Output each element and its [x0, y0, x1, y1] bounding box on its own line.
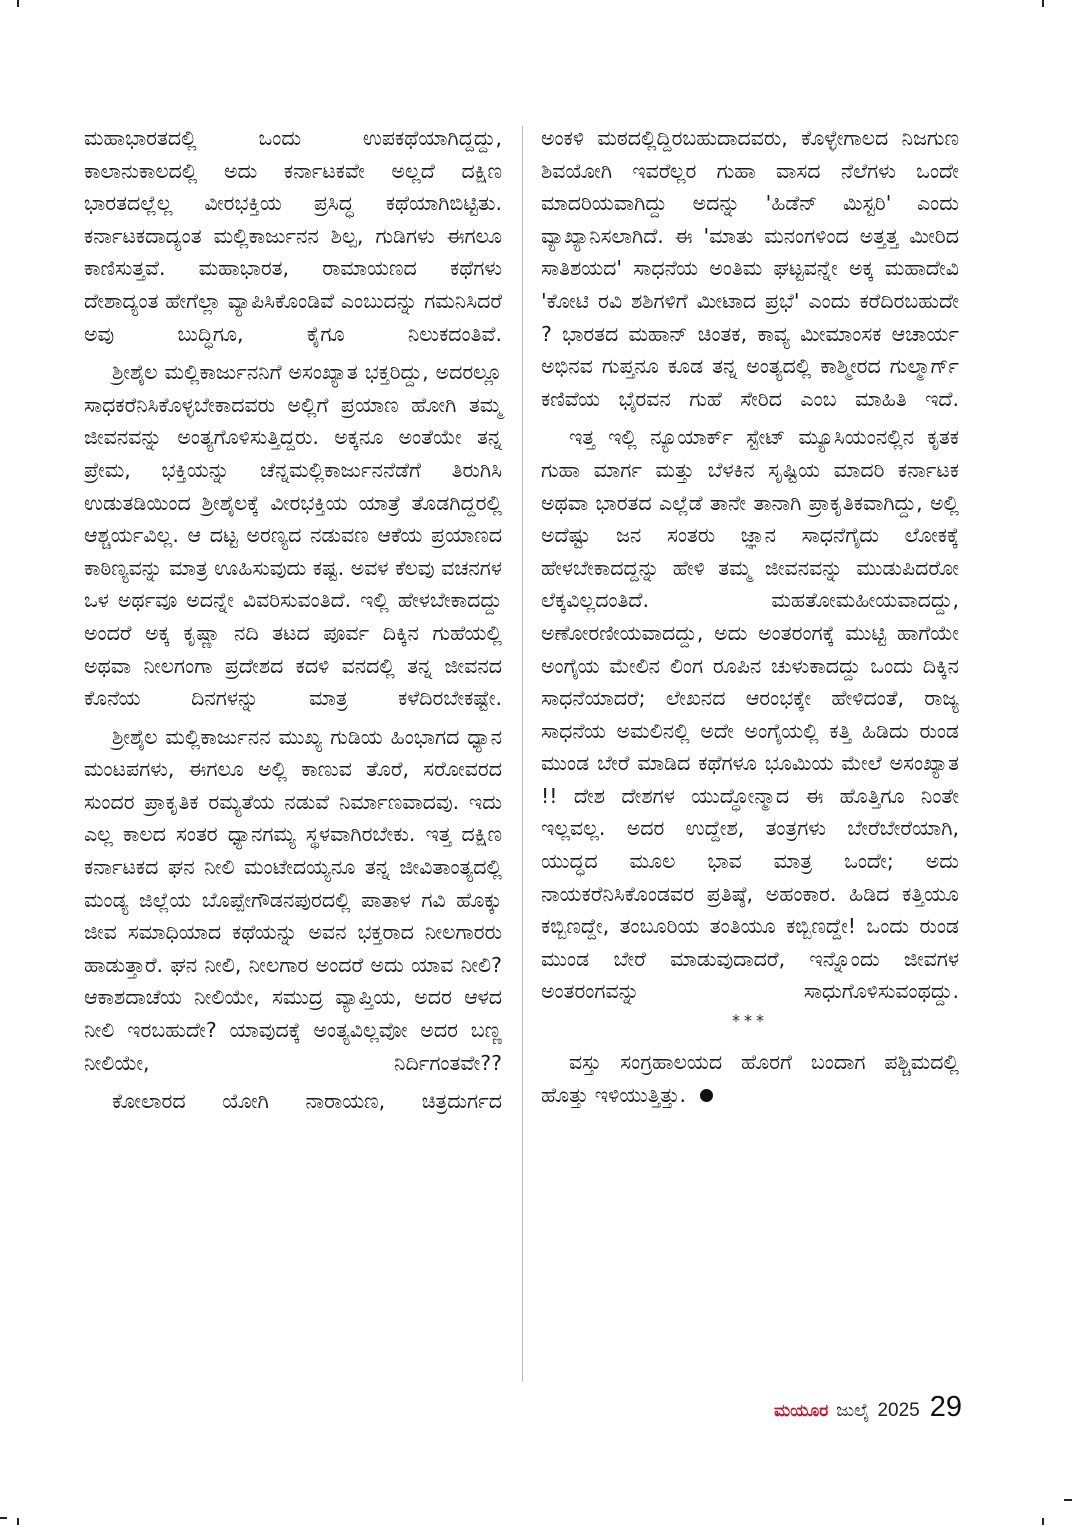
crop-mark-right-mid: [1064, 1499, 1072, 1501]
section-separator: ***: [732, 1011, 768, 1031]
closing-paragraph: [541, 1046, 959, 1111]
crop-mark-bottom-left-vert: [17, 1518, 19, 1525]
magazine-name: ಮಯೂರ: [774, 1401, 829, 1421]
crop-mark-top-right: [1042, 0, 1044, 7]
paragraph: ಶ್ರೀಶೈಲ ಮಲ್ಲಿಕಾರ್ಜುನನಿಗೆ ಅಸಂಖ್ಯಾತ ಭಕ್ತರಿದ್ದು, ಅದರಲ್ಲೂ ಸಾಧಕರೆನಿಸಿಕೊಳ್ಳಬೇಕಾದವರು ಅಲ್ಲಿಗೆ ಪ್ರಯಾಣ ಹೋಗಿ ತಮ್ಮ ಜೀವನವನ್ನು ಅಂತ್ಯಗೊಳಿಸುತ್ತಿದ್ದರು. ಅಕ್ಕನೂ ಅಂತೆಯೇ ತನ್ನ ಪ್ರೇಮ, ಭಕ್ತಿಯನ್ನು ಚೆನ್ನಮಲ್ಲಿಕಾರ್ಜುನನೆಡೆಗೆ ತಿರುಗಿಸಿ ಉಡುತಡಿಯಿಂದ ಶ್ರೀಶೈಲಕ್ಕೆ ವೀರಭಕ್ತಿಯ ಯಾತ್ರೆ ತೊಡಗಿದ್ದರಲ್ಲಿ ಆಶ್ಚರ್ಯವಿಲ್ಲ. ಆ ದಟ್ಟ ಅರಣ್ಯದ ನಡುವಣ ಆಕೆಯ ಪ್ರಯಾಣದ ಕಾಠಿಣ್ಯವನ್ನು ಮಾತ್ರ ಊಹಿಸುವುದು ಕಷ್ಟ. ಅವಳ ಕೆಲವು ವಚನಗಳ ಒಳ ಅರ್ಥವೂ ಅದನ್ನೇ ವಿವರಿಸುವಂತಿದೆ. ಇಲ್ಲಿ ಹೇಳಬೇಕಾದದ್ದು ಅಂದರೆ ಅಕ್ಕ ಕೃಷ್ಣಾ ನದಿ ತಟದ ಪೂರ್ವ ದಿಕ್ಕಿನ ಗುಹೆಯಲ್ಲಿ ಅಥವಾ ನೀಲಗಂಗಾ ಪ್ರದೇಶದ ಕದಳಿ ವನದಲ್ಲಿ ತನ್ನ ಜೀವನದ ಕೊನೆಯ ದಿನಗಳನ್ನು ಮಾತ್ರ ಕಳೆದಿರಬೇಕಷ್ಟೇ.: [84, 360, 502, 711]
crop-mark-top-left: [17, 0, 19, 7]
crop-mark-bottom-right-vert: [1042, 1518, 1044, 1525]
end-of-article-bullet-icon: [700, 1089, 713, 1102]
column-divider: [522, 126, 523, 1381]
page-number: 29: [929, 1391, 962, 1423]
closing-text: ವಸ್ತು ಸಂಗ್ರಹಾಲಯದ ಹೊರಗೆ ಬಂದಾಗ ಪಶ್ಚಿಮದಲ್ಲಿ ಹೊತ್ತು ಇಳಿಯುತ್ತಿತ್ತು.: [541, 1050, 959, 1107]
page-footer: [774, 1391, 962, 1424]
crop-mark-bottom-left: [0, 1517, 7, 1519]
article-column-left: [84, 122, 502, 1118]
paragraph: ಅಂಕಳಿ ಮಠದಲ್ಲಿದ್ದಿರಬಹುದಾದವರು, ಕೊಳ್ಳೇಗಾಲದ ನಿಜಗುಣ ಶಿವಯೋಗಿ ಇವರೆಲ್ಲರ ಗುಹಾ ವಾಸದ ನೆಲೆಗಳು ಒಂದೇ ಮಾದರಿಯವಾಗಿದ್ದು ಅದನ್ನು 'ಹಿಡೆನ್ ಮಿಸ್ಟರಿ' ಎಂದು ವ್ಯಾಖ್ಯಾನಿಸಲಾಗಿದೆ. ಈ 'ಮಾತು ಮನಂಗಳಿಂದ ಅತ್ತತ್ತ ಮೀರಿದ ಸಾತಿಶಯದ' ಸಾಧನೆಯ ಅಂತಿಮ ಘಟ್ಟವನ್ನೇ ಅಕ್ಕ ಮಹಾದೇವಿ 'ಕೋಟಿ ರವಿ ಶಶಿಗಳಿಗೆ ಮೀಟಾದ ಪ್ರಭೆ' ಎಂದು ಕರೆದಿರಬಹುದೇ ? ಭಾರತದ ಮಹಾನ್ ಚಿಂತಕ, ಕಾವ್ಯ ಮೀಮಾಂಸಕ ಆಚಾರ್ಯ ಅಭಿನವ ಗುಪ್ತನೂ ಕೂಡ ತನ್ನ ಅಂತ್ಯದಲ್ಲಿ ಕಾಶ್ಮೀರದ ಗುಲ್ಮಾರ್ಗ್ ಕಣಿವೆಯ ಭೈರವನ ಗುಹೆ ಸೇರಿದ ಎಂಬ ಮಾಹಿತಿ ಇದೆ.: [541, 126, 959, 411]
issue-year: 2025: [877, 1400, 920, 1421]
paragraph: ಶ್ರೀಶೈಲ ಮಲ್ಲಿಕಾರ್ಜುನನ ಮುಖ್ಯ ಗುಡಿಯ ಹಿಂಭಾಗದ ಧ್ಯಾನ ಮಂಟಪಗಳು, ಈಗಲೂ ಅಲ್ಲಿ ಕಾಣುವ ತೊರೆ, ಸರೋವರದ ಸುಂದರ ಪ್ರಾಕೃತಿಕ ರಮ್ಯತೆಯ ನಡುವೆ ನಿರ್ಮಾಣವಾದವು. ಇದು ಎಲ್ಲ ಕಾಲದ ಸಂತರ ಧ್ಯಾನಗಮ್ಯ ಸ್ಥಳವಾಗಿರಬೇಕು. ಇತ್ತ ದಕ್ಷಿಣ ಕರ್ನಾಟಕದ ಘನ ನೀಲಿ ಮಂಟೇದಯ್ಯನೂ ತನ್ನ ಜೀವಿತಾಂತ್ಯದಲ್ಲಿ ಮಂಡ್ಯ ಜಿಲ್ಲೆಯ ಬೊಪ್ಪೇಗೌಡನಪುರದಲ್ಲಿ ಪಾತಾಳ ಗವಿ ಹೊಕ್ಕು ಜೀವ ಸಮಾಧಿಯಾದ ಕಥೆಯನ್ನು ಅವನ ಭಕ್ತರಾದ ನೀಲಗಾರರು ಹಾಡುತ್ತಾರೆ. ಘನ ನೀಲಿ, ನೀಲಗಾರ ಅಂದರೆ ಅದು ಯಾವ ನೀಲಿ? ಆಕಾಶದಾಚೆಯ ನೀಲಿಯೇ, ಸಮುದ್ರ ವ್ಯಾಪ್ತಿಯ, ಅದರ ಆಳದ ನೀಲಿ ಇರಬಹುದೇ? ಯಾವುದಕ್ಕೆ ಅಂತ್ಯವಿಲ್ಲವೋ ಅದರ ಬಣ್ಣ ನೀಲಿಯೇ, ನಿರ್ದಿಗಂತವೇ??: [84, 724, 502, 1075]
paragraph: ಮಹಾಭಾರತದಲ್ಲಿ ಒಂದು ಉಪಕಥೆಯಾಗಿದ್ದದ್ದು, ಕಾಲಾನುಕಾಲದಲ್ಲಿ ಅದು ಕರ್ನಾಟಕವೇ ಅಲ್ಲದೆ ದಕ್ಷಿಣ ಭಾರತದಲ್ಲೆಲ್ಲ ವೀರಭಕ್ತಿಯ ಪ್ರಸಿದ್ಧ ಕಥೆಯಾಗಿಬಿಟ್ಟಿತು. ಕರ್ನಾಟಕದಾದ್ಯಂತ ಮಲ್ಲಿಕಾರ್ಜುನನ ಶಿಲ್ಪ, ಗುಡಿಗಳು ಈಗಲೂ ಕಾಣಿಸುತ್ತವೆ. ಮಹಾಭಾರತ, ರಾಮಾಯಣದ ಕಥೆಗಳು ದೇಶಾದ್ಯಂತ ಹೇಗೆಲ್ಲಾ ವ್ಯಾಪಿಸಿಕೊಂಡಿವೆ ಎಂಬುದನ್ನು ಗಮನಿಸಿದರೆ ಅವು ಬುದ್ಧಿಗೂ, ಕೈಗೂ ನಿಲುಕದಂತಿವೆ.: [84, 126, 502, 346]
issue-month: ಜುಲೈ: [836, 1400, 870, 1421]
article-column-right: [541, 122, 959, 1111]
paragraph: ಕೋಲಾರದ ಯೋಗಿ ನಾರಾಯಣ, ಚಿತ್ರದುರ್ಗದ: [112, 1089, 502, 1114]
paragraph: ಇತ್ತ ಇಲ್ಲಿ ನ್ಯೂಯಾರ್ಕ್ ಸ್ಟೇಟ್ ಮ್ಯೂಸಿಯಂನಲ್ಲಿನ ಕೃತಕ ಗುಹಾ ಮಾರ್ಗ ಮತ್ತು ಬೆಳಕಿನ ಸೃಷ್ಟಿಯ ಮಾದರಿ ಕರ್ನಾಟಕ ಅಥವಾ ಭಾರತದ ಎಲ್ಲೆಡೆ ತಾನೇ ತಾನಾಗಿ ಪ್ರಾಕೃತಿಕವಾಗಿದ್ದು, ಅಲ್ಲಿ ಅದೆಷ್ಟು ಜನ ಸಂತರು ಜ್ಞಾನ ಸಾಧನೆಗೈದು ಲೋಕಕ್ಕೆ ಹೇಳಬೇಕಾದದ್ದನ್ನು ಹೇಳಿ ತಮ್ಮ ಜೀವನವನ್ನು ಮುಡುಪಿದರೋ ಲೆಕ್ಕವಿಲ್ಲದಂತಿದೆ. ಮಹತೋಮಹೀಯವಾದದ್ದು, ಅಣೋರಣೀಯವಾದದ್ದು, ಅದು ಅಂತರಂಗಕ್ಕೆ ಮುಟ್ಟಿ ಹಾಗೆಯೇ ಅಂಗೈಯ ಮೇಲಿನ ಲಿಂಗ ರೂಪಿನ ಚುಳುಕಾದದ್ದು ಒಂದು ದಿಕ್ಕಿನ ಸಾಧನೆಯಾದರೆ; ಲೇಖನದ ಆರಂಭಕ್ಕೇ ಹೇಳಿದಂತೆ, ರಾಜ್ಯ ಸಾಧನೆಯ ಅಮಲಿನಲ್ಲಿ ಅದೇ ಅಂಗೈಯಲ್ಲಿ ಕತ್ತಿ ಹಿಡಿದು ರುಂಡ ಮುಂಡ ಬೇರೆ ಮಾಡಿದ ಕಥೆಗಳೂ ಭೂಮಿಯ ಮೇಲೆ ಅಸಂಖ್ಯಾತ !! ದೇಶ ದೇಶಗಳ ಯುದ್ಧೋನ್ಮಾದ ಈ ಹೊತ್ತಿಗೂ ನಿಂತೇ ಇಲ್ಲವಲ್ಲ. ಅದರ ಉದ್ದೇಶ, ತಂತ್ರಗಳು ಬೇರೆಬೇರೆಯಾಗಿ, ಯುದ್ಧದ ಮೂಲ ಭಾವ ಮಾತ್ರ ಒಂದೇ; ಅದು ನಾಯಕರೆನಿಸಿಕೊಂಡವರ ಪ್ರತಿಷ್ಠೆ, ಅಹಂಕಾರ. ಹಿಡಿದ ಕತ್ತಿಯೂ ಕಬ್ಬಿಣದ್ದೇ, ತಂಬೂರಿಯ ತಂತಿಯೂ ಕಬ್ಬಿಣದ್ದೇ! ಒಂದು ರುಂಡ ಮುಂಡ ಬೇರೆ ಮಾಡುವುದಾದರೆ, ಇನ್ನೊಂದು ಜೀವಗಳ ಅಂತರಂಗವನ್ನು ಸಾಧುಗೊಳಿಸುವಂಥದ್ದು.: [541, 425, 959, 1004]
